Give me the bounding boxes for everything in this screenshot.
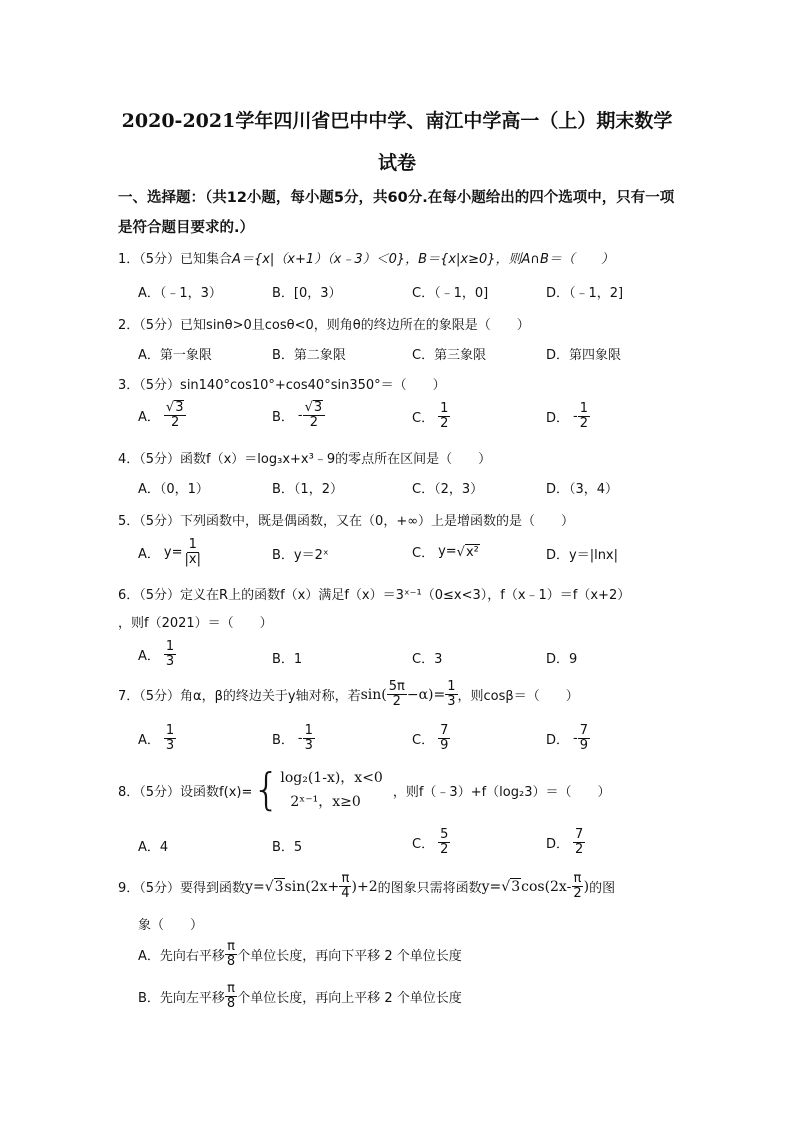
q2-option-d: D．第四象限 xyxy=(546,348,622,363)
question-7 xyxy=(118,680,579,710)
question-9-line1: 9．（5分）要得到函数 y= √ 3 sin(2x+ $\frac{\pi}{4}$ )+2 的图象只需将函数 y= √ 3 cos(2x- $\frac{\pi}{2}$ ) 的图 xyxy=(118,871,616,902)
q9-b-numerator: π xyxy=(227,981,235,996)
question-1-stem: A＝{x|（x+1）（x﹣3）＜0}，B＝{x|x≥0}，则A∩B＝（ ） xyxy=(232,252,614,267)
q8-d-denominator: 2 xyxy=(575,842,584,858)
q9-f1-radicand: 3 xyxy=(274,879,284,896)
q5-c-expr: y= xyxy=(438,544,457,559)
q7-d-numerator: 7 xyxy=(579,723,588,738)
q3-a-denominator: 2 xyxy=(171,415,180,431)
question-8 xyxy=(118,766,610,814)
q7-rhs-fraction xyxy=(445,680,457,710)
q6-option-a xyxy=(138,640,176,670)
q5-option-c-label: C． xyxy=(412,546,435,561)
q6-a-fraction xyxy=(164,640,176,670)
q9-f1-fraction xyxy=(339,872,351,902)
q3-c-denominator: 2 xyxy=(440,416,449,432)
q1-option-a: A．（﹣1，3） xyxy=(138,286,222,301)
q8-option-a: A．4 xyxy=(138,840,169,855)
q7-angle-numerator: 5π xyxy=(388,679,405,694)
q6-option-d: D．9 xyxy=(546,652,578,667)
q3-option-a-fraction: √ 3 2 xyxy=(164,400,187,431)
q7-a-fraction xyxy=(164,724,176,754)
q9-f1-post: )+2 xyxy=(351,878,378,895)
q8-d-numerator: 7 xyxy=(575,827,584,842)
q7-sin-open: sin( xyxy=(360,686,387,703)
q8-c-fraction xyxy=(438,828,450,858)
q5-a-numerator: 1 xyxy=(188,537,197,552)
q7-angle-denominator: 2 xyxy=(392,694,401,710)
q7-option-b-label: B． xyxy=(272,733,294,749)
q8-stem-post: ，则f（﹣3）+f（log₂3）＝（ ） xyxy=(392,784,611,800)
section-heading-line2: 是符合题目要求的.） xyxy=(118,220,255,236)
q9-f1-mid: sin(2x+ xyxy=(284,878,340,895)
q3-option-d-label: D． xyxy=(546,411,570,427)
q9-f1-numerator: π xyxy=(341,871,350,886)
question-6-line2: ，则f（2021）＝（ ） xyxy=(118,616,273,631)
q9-a-denominator: 8 xyxy=(226,954,236,970)
q3-option-c-label: C． xyxy=(412,411,435,427)
piecewise-case-1: log₂(1-x)，x<0 xyxy=(280,770,383,786)
q8-stem-pre: 8．（5分）设函数f(x)= xyxy=(118,784,253,800)
q9-f2-pre: y= xyxy=(481,878,502,895)
q9-option-a-post: 个单位长度，再向下平移 2 个单位长度 xyxy=(237,949,462,965)
q1-option-d: D．（﹣1，2] xyxy=(546,286,624,301)
q3-option-a-label: A． xyxy=(138,409,160,425)
q3-b-minus: - xyxy=(297,407,303,423)
q3-b-radicand: 3 xyxy=(313,400,323,415)
piecewise-brace: { xyxy=(252,764,281,815)
q2-option-a: A．第一象限 xyxy=(138,348,212,363)
exam-title-line2: 试卷 xyxy=(377,152,416,174)
q5-a-denominator: |x| xyxy=(184,552,201,568)
question-1 xyxy=(118,248,614,267)
q7-b-minus: - xyxy=(297,731,303,747)
question-4: 4．（5分）函数f（x）＝log₃x+x³﹣9的零点所在区间是（ ） xyxy=(118,452,492,467)
q7-option-b xyxy=(272,724,315,754)
q8-c-numerator: 5 xyxy=(440,827,449,842)
q5-option-a-label: A． xyxy=(138,547,160,563)
q8-option-b: B．5 xyxy=(272,840,303,855)
q5-a-expr: y= xyxy=(163,545,183,561)
q3-d-denominator: 2 xyxy=(579,416,588,432)
q5-option-d: D．y＝|lnx| xyxy=(546,548,619,563)
q3-option-c xyxy=(412,402,450,432)
q8-d-fraction xyxy=(573,828,585,858)
q7-a-denominator: 3 xyxy=(165,738,175,754)
q9-f2-numerator: π xyxy=(573,871,582,886)
q3-d-numerator: 1 xyxy=(579,401,588,416)
q9-f2-denominator: 2 xyxy=(573,886,582,902)
q9-f1-pre: y= xyxy=(245,878,265,895)
q9-option-b-post: 个单位长度，再向上平移 2 个单位长度 xyxy=(237,991,462,1007)
question-1-number: 1．（5分）已知集合 xyxy=(118,252,233,267)
q9-option-b-pre: B．先向左平移 xyxy=(138,991,225,1007)
q3-c-numerator: 1 xyxy=(440,401,449,416)
q9-f2-radicand: 3 xyxy=(511,879,521,896)
q4-option-a: A．（0，1） xyxy=(138,482,209,497)
section-heading-line1: 一、选择题：（共12小题，每小题5分，共60分.在每小题给出的四个选项中，只有一项 xyxy=(118,190,675,206)
q7-a-numerator: 1 xyxy=(165,723,175,738)
q3-a-radicand: 3 xyxy=(175,400,184,415)
q8-option-c-label: C． xyxy=(412,837,435,853)
question-3: 3．（5分）sin140°cos10°+cos40°sin350°＝（ ） xyxy=(118,378,446,393)
q4-option-d: D．（3，4） xyxy=(546,482,619,497)
q3-option-d xyxy=(546,402,590,432)
q9-b-fraction xyxy=(225,982,237,1012)
q9-option-a-pre: A．先向右平移 xyxy=(138,949,225,965)
q3-option-b-fraction: √ 3 2 xyxy=(303,400,326,431)
q9-f2-fraction xyxy=(571,872,583,902)
q9-b-denominator: 8 xyxy=(226,996,236,1012)
q4-option-c: C．（2，3） xyxy=(412,482,484,497)
q4-option-b: B．（1，2） xyxy=(272,482,343,497)
q7-sin-close: −α)= xyxy=(406,686,446,703)
q7-stem-pre: 7．（5分）角α，β的终边关于y轴对称，若 xyxy=(118,689,361,705)
q6-option-a-label: A． xyxy=(138,649,160,665)
q8-option-d xyxy=(546,828,585,858)
question-9-line2: 象（ ） xyxy=(138,918,204,933)
q9-f1-denominator: 4 xyxy=(341,886,350,902)
q5-option-a xyxy=(138,538,203,568)
q8-c-denominator: 2 xyxy=(440,842,449,858)
q7-rhs-denominator: 3 xyxy=(447,694,456,710)
q7-option-a-label: A． xyxy=(138,733,160,749)
q7-option-d xyxy=(546,724,590,754)
q7-b-numerator: 1 xyxy=(304,723,313,738)
q7-option-c-label: C． xyxy=(412,733,435,749)
q7-c-fraction xyxy=(438,724,450,754)
q7-option-c xyxy=(412,724,450,754)
q9-stem-mid: 的图象只需将函数 xyxy=(377,881,482,897)
piecewise-cases xyxy=(280,766,382,814)
q7-b-fraction xyxy=(303,724,315,754)
q2-option-c: C．第三象限 xyxy=(412,348,487,363)
q1-option-c: C．（﹣1，0] xyxy=(412,286,489,301)
question-6-line1: 6．（5分）定义在R上的函数f（x）满足f（x）＝3ˣ⁻¹（0≤x<3），f（x﹣1）＝f（x+2） xyxy=(118,588,631,603)
q9-f2-post: ) xyxy=(583,878,590,895)
q3-b-denominator: 2 xyxy=(309,415,319,431)
q5-c-radicand: x² xyxy=(465,544,479,560)
q7-d-denominator: 9 xyxy=(579,738,588,754)
q3-option-a xyxy=(138,400,186,431)
q7-c-denominator: 9 xyxy=(440,738,449,754)
q9-option-a xyxy=(138,940,462,970)
q3-option-b xyxy=(272,400,325,431)
q8-option-c xyxy=(412,828,450,858)
question-2: 2．（5分）已知sinθ>0且cosθ<0，则角θ的终边所在的象限是（ ） xyxy=(118,318,530,333)
q7-option-d-label: D． xyxy=(546,733,570,749)
q7-d-fraction xyxy=(578,724,590,754)
q9-f2-mid: cos(2x- xyxy=(521,878,572,895)
q7-stem-post: ，则cosβ＝（ ） xyxy=(457,689,579,705)
q9-stem-end: 的图 xyxy=(589,881,616,897)
question-5: 5．（5分）下列函数中，既是偶函数，又在（0，+∞）上是增函数的是（ ） xyxy=(118,514,575,529)
q9-a-fraction xyxy=(225,940,237,970)
exam-title-line1: 2020-2021学年四川省巴中中学、南江中学高一（上）期末数学 xyxy=(121,110,673,132)
q7-option-a xyxy=(138,724,176,754)
q9-a-numerator: π xyxy=(227,939,235,954)
q7-angle-fraction xyxy=(387,680,407,710)
q7-c-numerator: 7 xyxy=(440,723,449,738)
q1-option-b: B．[0，3） xyxy=(272,286,342,301)
q5-a-fraction xyxy=(183,538,203,568)
q6-option-b: B．1 xyxy=(272,652,303,667)
q3-d-minus: - xyxy=(573,409,578,425)
q3-option-b-label: B． xyxy=(272,409,294,425)
q8-option-d-label: D． xyxy=(546,837,570,853)
piecewise-case-2: 2ˣ⁻¹，x≥0 xyxy=(290,794,361,810)
q9-option-b xyxy=(138,982,462,1012)
q5-option-c: C． y= √ x² xyxy=(412,544,479,561)
q6-option-c: C．3 xyxy=(412,652,443,667)
q9-stem-pre: 9．（5分）要得到函数 xyxy=(118,881,246,897)
q3-option-c-fraction xyxy=(438,402,450,432)
q7-rhs-numerator: 1 xyxy=(447,679,456,694)
q7-d-minus: - xyxy=(573,731,578,747)
q6-a-denominator: 3 xyxy=(165,654,175,670)
q3-option-d-fraction xyxy=(578,402,590,432)
q5-option-b: B．y＝2ˣ xyxy=(272,548,329,563)
q2-option-b: B．第二象限 xyxy=(272,348,346,363)
q6-a-numerator: 1 xyxy=(165,639,175,654)
q7-b-denominator: 3 xyxy=(304,738,313,754)
